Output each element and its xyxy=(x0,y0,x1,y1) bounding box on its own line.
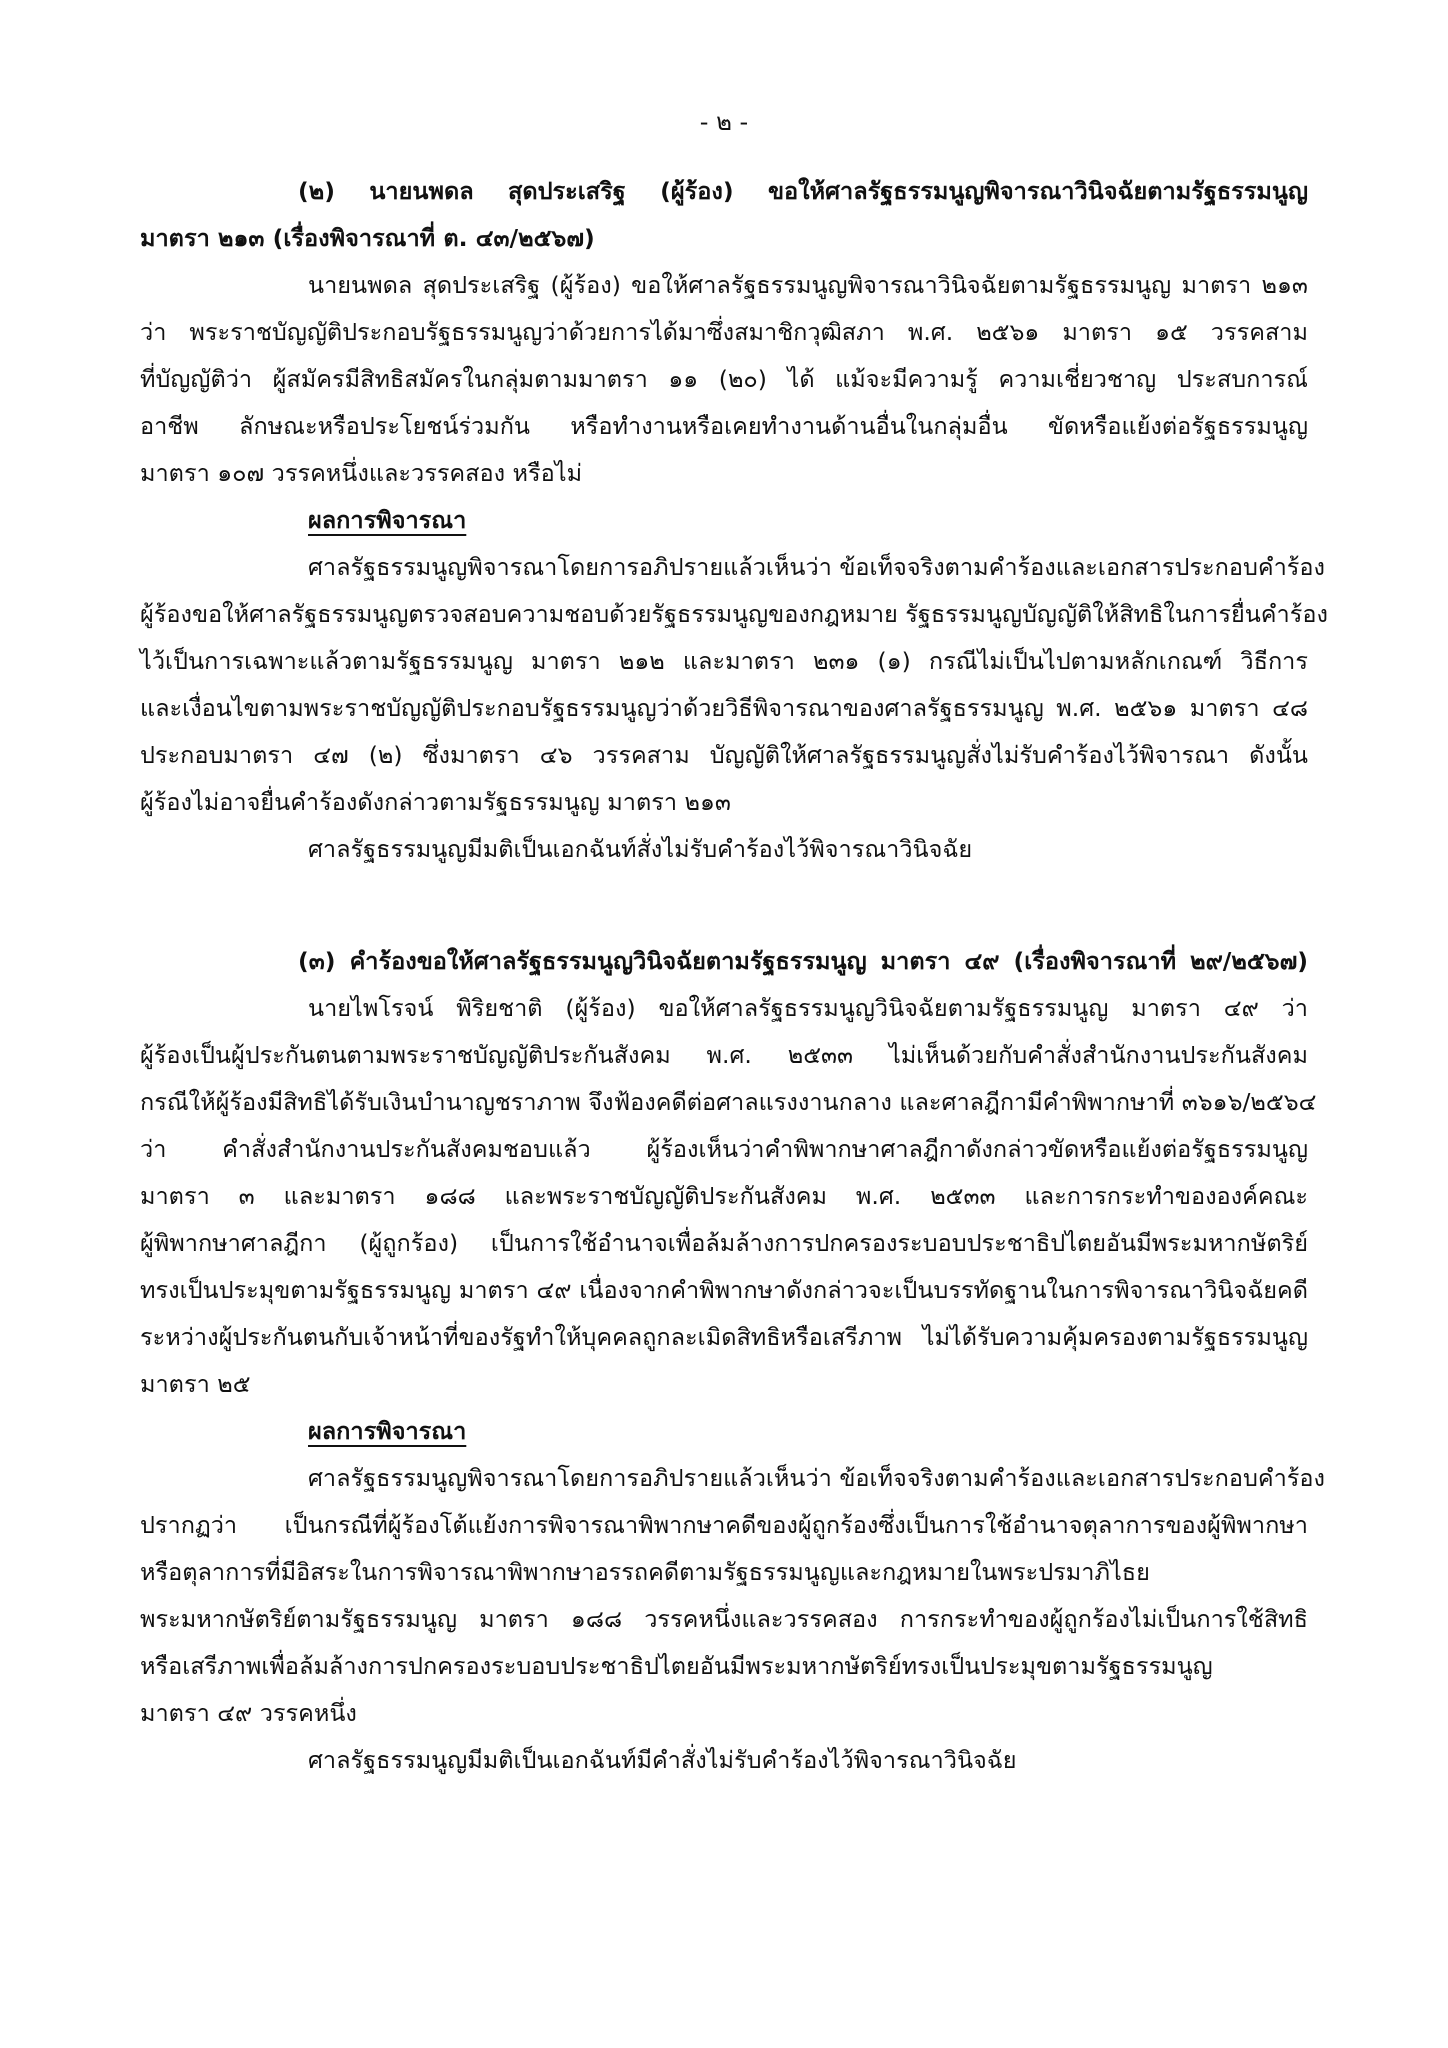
paragraph-line: ระหว่างผู้ประกันตนกับเจ้าหน้าที่ของรัฐทำให้บุคคลถูกละเมิดสิทธิหรือเสรีภาพ ไม่ได้รับความคุ้มครองตามรัฐธรรมนูญ xyxy=(140,1323,1308,1351)
section-2-decision: ศาลรัฐธรรมนูญมีมติเป็นเอกฉันท์สั่งไม่รับคำร้องไว้พิจารณาวินิจฉัย xyxy=(308,835,973,863)
paragraph-line: ผู้ร้องขอให้ศาลรัฐธรรมนูญตรวจสอบความชอบด้วยรัฐธรรมนูญของกฎหมาย รัฐธรรมนูญบัญญัติให้สิทธิในการยื่นคำร้อง xyxy=(140,600,1328,628)
paragraph-line: ว่า คำสั่งสำนักงานประกันสังคมชอบแล้ว ผู้ร้องเห็นว่าคำพิพากษาศาลฎีกาดังกล่าวขัดหรือแย้งต่อรัฐธรรมนูญ xyxy=(140,1135,1308,1163)
paragraph-line: พระมหากษัตริย์ตามรัฐธรรมนูญ มาตรา ๑๘๘ วรรคหนึ่งและวรรคสอง การกระทำของผู้ถูกร้องไม่เป็นการใช้สิทธิ xyxy=(140,1605,1308,1633)
section-3-result xyxy=(140,1455,1326,1737)
section-2-result xyxy=(140,544,1328,826)
paragraph-line: ประกอบมาตรา ๔๗ (๒) ซึ่งมาตรา ๔๖ วรรคสาม บัญญัติให้ศาลรัฐธรรมนูญสั่งไม่รับคำร้องไว้พิจารณา ดังนั้น xyxy=(140,741,1308,769)
section-2-result-label: ผลการพิจารณา xyxy=(308,506,467,534)
section-2-summary xyxy=(140,262,1308,497)
paragraph-line: หรือเสรีภาพเพื่อล้มล้างการปกครองระบอบประชาธิปไตยอันมีพระมหากษัตริย์ทรงเป็นประมุขตามรัฐธรรมนูญ xyxy=(140,1652,1213,1680)
paragraph-line: มาตรา ๔๙ วรรคหนึ่ง xyxy=(140,1699,357,1727)
paragraph-line: ว่า พระราชบัญญัติประกอบรัฐธรรมนูญว่าด้วยการได้มาซึ่งสมาชิกวุฒิสภา พ.ศ. ๒๕๖๑ มาตรา ๑๕ วรรคสาม xyxy=(140,318,1308,346)
paragraph-line: หรือตุลาการที่มีอิสระในการพิจารณาพิพากษาอรรถคดีตามรัฐธรรมนูญและกฎหมายในพระปรมาภิไธย xyxy=(140,1558,1150,1586)
page-number: - ๒ - xyxy=(699,108,749,136)
section-2-heading-line: มาตรา ๒๑๓ (เรื่องพิจารณาที่ ต. ๔๓/๒๕๖๗) xyxy=(140,224,595,252)
section-2-decision-wrap xyxy=(140,826,1308,873)
paragraph-line: นายไพโรจน์ พิริยชาติ (ผู้ร้อง) ขอให้ศาลรัฐธรรมนูญวินิจฉัยตามรัฐธรรมนูญ มาตรา ๔๙ ว่า xyxy=(308,994,1308,1022)
paragraph-line: ผู้ร้องไม่อาจยื่นคำร้องดังกล่าวตามรัฐธรรมนูญ มาตรา ๒๑๓ xyxy=(140,788,731,816)
paragraph-line: ทรงเป็นประมุขตามรัฐธรรมนูญ มาตรา ๔๙ เนื่องจากคำพิพากษาดังกล่าวจะเป็นบรรทัดฐานในการพิจารณาวินิจฉัยคดี xyxy=(140,1276,1308,1304)
paragraph-line: ไว้เป็นการเฉพาะแล้วตามรัฐธรรมนูญ มาตรา ๒๑๒ และมาตรา ๒๓๑ (๑) กรณีไม่เป็นไปตามหลักเกณฑ์ วิธีการ xyxy=(140,647,1308,675)
section-3-heading xyxy=(140,938,1308,985)
paragraph-line: มาตรา ๒๕ xyxy=(140,1370,251,1398)
paragraph-line: ผู้ร้องเป็นผู้ประกันตนตามพระราชบัญญัติประกันสังคม พ.ศ. ๒๕๓๓ ไม่เห็นด้วยกับคำสั่งสำนักงานประกันสังคม xyxy=(140,1041,1308,1069)
paragraph-line: มาตรา ๓ และมาตรา ๑๘๘ และพระราชบัญญัติประกันสังคม พ.ศ. ๒๕๓๓ และการกระทำขององค์คณะ xyxy=(140,1182,1308,1210)
section-2-result-label-wrap xyxy=(140,497,1308,544)
paragraph-line: กรณีให้ผู้ร้องมีสิทธิได้รับเงินบำนาญชราภาพ จึงฟ้องคดีต่อศาลแรงงานกลาง และศาลฎีกามีคำพิพากษาที่ ๓๖๑๖/๒๕๖๔ xyxy=(140,1088,1317,1116)
paragraph-line: ศาลรัฐธรรมนูญพิจารณาโดยการอภิปรายแล้วเห็นว่า ข้อเท็จจริงตามคำร้องและเอกสารประกอบคำร้อง xyxy=(308,1464,1326,1492)
paragraph-line: และเงื่อนไขตามพระราชบัญญัติประกอบรัฐธรรมนูญว่าด้วยวิธีพิจารณาของศาลรัฐธรรมนูญ พ.ศ. ๒๕๖๑ มาตรา ๔๘ xyxy=(140,694,1308,722)
section-3-summary xyxy=(140,985,1317,1408)
paragraph-line: นายนพดล สุดประเสริฐ (ผู้ร้อง) ขอให้ศาลรัฐธรรมนูญพิจารณาวินิจฉัยตามรัฐธรรมนูญ มาตรา ๒๑๓ xyxy=(308,271,1308,299)
paragraph-line: อาชีพ ลักษณะหรือประโยชน์ร่วมกัน หรือทำงานหรือเคยทำงานด้านอื่นในกลุ่มอื่น ขัดหรือแย้งต่อรัฐธรรมนูญ xyxy=(140,412,1308,440)
paragraph-line: ปรากฏว่า เป็นกรณีที่ผู้ร้องโต้แย้งการพิจารณาพิพากษาคดีของผู้ถูกร้องซึ่งเป็นการใช้อำนาจตุลาการของผู้พิพากษา xyxy=(140,1511,1308,1539)
section-3-result-label: ผลการพิจารณา xyxy=(308,1417,467,1445)
section-3-decision: ศาลรัฐธรรมนูญมีมติเป็นเอกฉันท์มีคำสั่งไม่รับคำร้องไว้พิจารณาวินิจฉัย xyxy=(308,1746,1017,1774)
paragraph-line: มาตรา ๑๐๗ วรรคหนึ่งและวรรคสอง หรือไม่ xyxy=(140,459,583,487)
section-3-heading-line: (๓) คำร้องขอให้ศาลรัฐธรรมนูญวินิจฉัยตามรัฐธรรมนูญ มาตรา ๔๙ (เรื่องพิจารณาที่ ๒๙/๒๕๖๗) xyxy=(298,947,1308,975)
paragraph-line: ผู้พิพากษาศาลฎีกา (ผู้ถูกร้อง) เป็นการใช้อำนาจเพื่อล้มล้างการปกครองระบอบประชาธิปไตยอันมีพระมหากษัตริย์ xyxy=(140,1229,1308,1257)
section-2-heading-line: (๒) นายนพดล สุดประเสริฐ (ผู้ร้อง) ขอให้ศาลรัฐธรรมนูญพิจารณาวินิจฉัยตามรัฐธรรมนูญ xyxy=(298,177,1308,205)
section-2-heading xyxy=(140,168,1308,262)
paragraph-line: ศาลรัฐธรรมนูญพิจารณาโดยการอภิปรายแล้วเห็นว่า ข้อเท็จจริงตามคำร้องและเอกสารประกอบคำร้อง xyxy=(308,553,1326,581)
paragraph-line: ที่บัญญัติว่า ผู้สมัครมีสิทธิสมัครในกลุ่มตามมาตรา ๑๑ (๒๐) ได้ แม้จะมีความรู้ ความเชี่ยวชาญ ประสบการณ์ xyxy=(140,365,1308,393)
section-3-result-label-wrap xyxy=(140,1408,1308,1455)
section-3-decision-wrap xyxy=(140,1737,1308,1784)
